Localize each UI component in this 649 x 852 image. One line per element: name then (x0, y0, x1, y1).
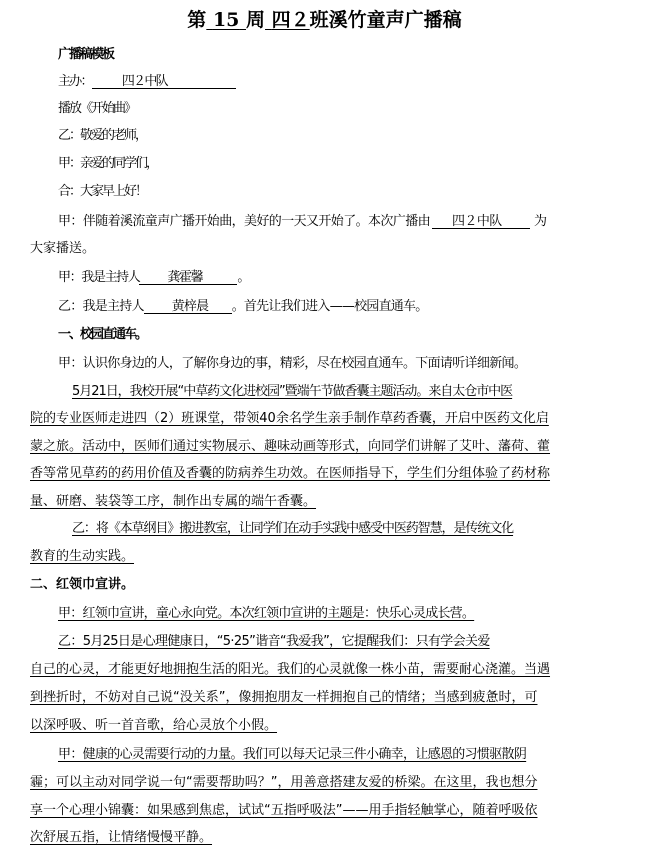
host-yi-line: 乙：我是主持人 黄梓晨 。首先让我们进入——校园直通车。 (58, 299, 428, 314)
document-title (0, 8, 649, 32)
title-week-word: 周 (246, 9, 266, 31)
section2-heading: 二、红领巾宣讲。 (30, 577, 135, 592)
intro-line-2: 大家播送。 (30, 241, 96, 256)
host-yi-name: 黄梓晨 (144, 298, 232, 314)
template-heading: 广播稿模板 (58, 47, 114, 62)
news-line-5: 量、研磨、装袋等工序，制作出专属的端午香囊。 (30, 494, 317, 509)
psych-yi-line-4: 以深呼吸、听一首音歌，给心灵放个小假。 (30, 718, 278, 733)
news-line-2: 院的专业医师走进四（2）班课堂，带领40余名学生亲手制作草药香囊，开启中医药文化启 (30, 411, 549, 426)
title-class: 四２ (271, 9, 310, 31)
greeting-yi: 乙：敬爱的老师， (58, 128, 147, 143)
title-prefix: 第 (187, 9, 207, 31)
section1-heading: 一、校园直通车。 (58, 327, 147, 342)
title-week-number: 15 (212, 9, 240, 31)
host-value-field: 四２中队 (92, 73, 236, 89)
summary-line-1: 乙：将《本草纲目》搬进教室，让同学们在动手实践中感受中医药智慧，是传统文化 (72, 521, 514, 536)
greeting-jia: 甲：亲爱的同学们， (58, 156, 158, 171)
news-line-4: 香等常见草药的药用价值及香囊的防病养生功效。在医师指导下，学生们分组体验了药材称 (30, 466, 551, 481)
section2-intro: 甲：红领巾宣讲，童心永向党。本次红领巾宣讲的主题是：快乐心灵成长营。 (58, 606, 475, 621)
psych-yi-line-2: 自己的心灵，才能更好地拥抱生活的阳光。我们的心灵就像一株小苗，需要耐心浇灌。当遇 (30, 662, 551, 677)
psych-yi-line-1: 乙：5月25日是心理健康日，“5·25”谐音“我爱我”，它提醒我们：只有学会关爱 (58, 634, 490, 649)
host-jia-name: 龚霍馨 (139, 269, 237, 285)
psych-jia-line-3: 享一个心理小锦囊：如果感到焦虑，试试“五指呼吸法”——用手指轻触掌心，随着呼吸依 (30, 803, 538, 818)
host-label: 主办： (58, 74, 92, 89)
psych-jia-line-4: 次舒展五指，让情绪慢慢平静。 (30, 830, 213, 845)
summary-line-2: 教育的生动实践。 (30, 549, 135, 564)
intro-line-1: 甲：伴随着溪流童声广播开始曲，美好的一天又开始了。本次广播由 四２中队 为 (58, 214, 547, 229)
psych-yi-line-3: 到挫折时，不妨对自己说“没关系”，像拥抱朋友一样拥抱自己的情绪；当感到疲惫时，可 (30, 690, 538, 705)
news-line-3: 蒙之旅。活动中，医师们通过实物展示、趣味动画等形式，向同学们讲解了艾叶、藩荷、藿 (30, 439, 551, 454)
host-jia-line: 甲：我是主持人 龚霍馨 。 (58, 270, 250, 285)
broadcaster-field: 四２中队 (432, 213, 530, 229)
psych-jia-line-1: 甲：健康的心灵需要行动的力量。我们可以每天记录三件小确幸，让感恩的习惯驱散阴 (58, 747, 527, 762)
title-suffix: 班溪竹童声广播稿 (309, 9, 462, 31)
section1-intro: 甲：认识你身边的人，了解你身边的事，精彩，尽在校园直通车。下面请听详细新闻。 (58, 356, 527, 371)
news-line-1: 5月21日，我校开展“中草药文化进校园”暨端午节做香囊主题活动。来自太仓市中医 (72, 384, 513, 399)
opening-music: 播放《开始曲》 (58, 101, 136, 116)
greeting-together: 合：大家早上好！ (58, 184, 147, 199)
host-line (58, 73, 648, 91)
psych-jia-line-2: 霾；可以主动对同学说一句“需要帮助吗？”，用善意搭建友爱的桥梁。在这里，我也想分 (30, 775, 538, 790)
